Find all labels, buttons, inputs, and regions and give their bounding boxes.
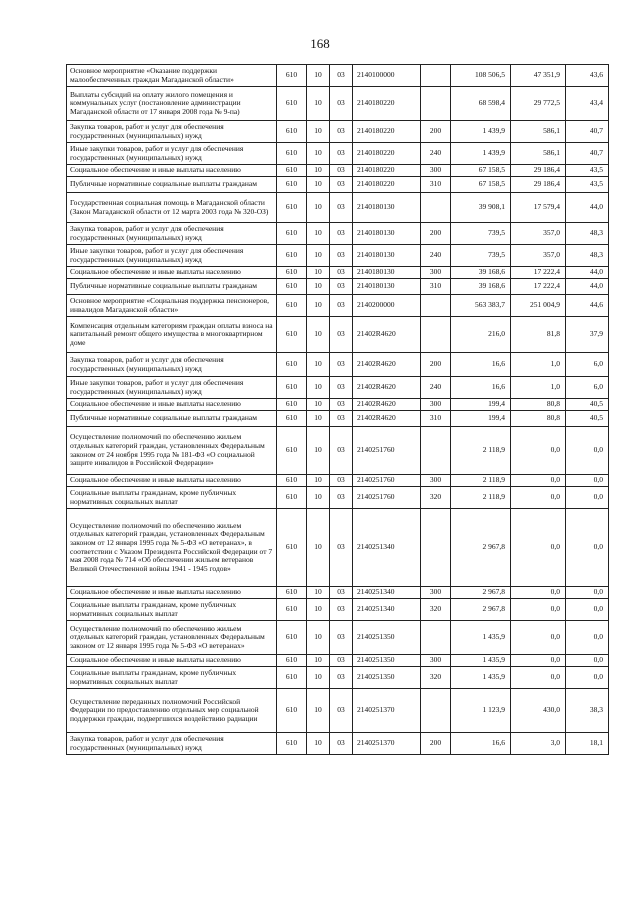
cell-percent: 37,9 xyxy=(566,317,609,353)
cell-percent: 18,1 xyxy=(566,733,609,755)
table-row xyxy=(67,223,609,245)
cell-percent: 38,3 xyxy=(566,689,609,733)
cell-planned-amount: 67 158,5 xyxy=(451,177,511,193)
cell-target-article: 2140180130 xyxy=(353,193,421,223)
cell-percent: 44,0 xyxy=(566,193,609,223)
table-row xyxy=(67,279,609,295)
cell-subsection: 03 xyxy=(330,621,353,655)
page-number: 168 xyxy=(310,36,330,51)
cell-expense-type: 320 xyxy=(421,667,451,689)
cell-subsection: 03 xyxy=(330,121,353,143)
cell-planned-amount: 2 118,9 xyxy=(451,427,511,475)
cell-planned-amount: 108 506,5 xyxy=(451,65,511,87)
cell-description: Социальные выплаты гражданам, кроме публичных нормативных социальных выплат xyxy=(67,667,277,689)
cell-planned-amount: 2 118,9 xyxy=(451,475,511,487)
cell-actual-amount: 29 186,4 xyxy=(511,177,566,193)
cell-planned-amount: 16,6 xyxy=(451,377,511,399)
table-row xyxy=(67,667,609,689)
cell-expense-type: 320 xyxy=(421,487,451,509)
cell-subsection: 03 xyxy=(330,165,353,177)
cell-actual-amount: 0,0 xyxy=(511,475,566,487)
cell-target-article: 2140251350 xyxy=(353,667,421,689)
cell-expense-type: 310 xyxy=(421,177,451,193)
table-row xyxy=(67,193,609,223)
cell-ministry-code: 610 xyxy=(277,655,307,667)
cell-description: Публичные нормативные социальные выплаты гражданам xyxy=(67,279,277,295)
cell-ministry-code: 610 xyxy=(277,411,307,427)
cell-subsection: 03 xyxy=(330,689,353,733)
cell-percent: 0,0 xyxy=(566,621,609,655)
budget-table-body xyxy=(67,65,609,755)
cell-expense-type xyxy=(421,689,451,733)
cell-actual-amount: 0,0 xyxy=(511,427,566,475)
cell-section: 10 xyxy=(307,193,330,223)
table-row xyxy=(67,733,609,755)
table-row xyxy=(67,509,609,587)
cell-section: 10 xyxy=(307,65,330,87)
cell-subsection: 03 xyxy=(330,87,353,121)
cell-subsection: 03 xyxy=(330,267,353,279)
cell-section: 10 xyxy=(307,399,330,411)
cell-subsection: 03 xyxy=(330,65,353,87)
cell-actual-amount: 0,0 xyxy=(511,655,566,667)
table-row xyxy=(67,399,609,411)
cell-expense-type xyxy=(421,317,451,353)
cell-ministry-code: 610 xyxy=(277,223,307,245)
cell-expense-type: 200 xyxy=(421,733,451,755)
cell-description: Осуществление полномочий по обеспечению жильем отдельных категорий граждан, установленных Федеральным законом от 12 января 1995 года № 5-ФЗ «О ветеранах» xyxy=(67,621,277,655)
cell-planned-amount: 2 967,8 xyxy=(451,509,511,587)
cell-percent: 40,7 xyxy=(566,121,609,143)
cell-actual-amount: 0,0 xyxy=(511,621,566,655)
cell-actual-amount: 586,1 xyxy=(511,143,566,165)
cell-expense-type: 200 xyxy=(421,121,451,143)
cell-target-article: 2140180130 xyxy=(353,279,421,295)
cell-description: Иные закупки товаров, работ и услуг для обеспечения государственных (муниципальных) нужд xyxy=(67,377,277,399)
cell-section: 10 xyxy=(307,587,330,599)
table-row xyxy=(67,245,609,267)
cell-subsection: 03 xyxy=(330,399,353,411)
cell-ministry-code: 610 xyxy=(277,621,307,655)
cell-target-article: 2140180130 xyxy=(353,223,421,245)
cell-planned-amount: 1 435,9 xyxy=(451,667,511,689)
cell-expense-type: 300 xyxy=(421,655,451,667)
cell-target-article: 21402R4620 xyxy=(353,399,421,411)
cell-section: 10 xyxy=(307,621,330,655)
cell-subsection: 03 xyxy=(330,295,353,317)
table-row xyxy=(67,267,609,279)
cell-section: 10 xyxy=(307,487,330,509)
cell-target-article: 2140251760 xyxy=(353,475,421,487)
cell-ministry-code: 610 xyxy=(277,353,307,377)
cell-section: 10 xyxy=(307,427,330,475)
cell-percent: 40,5 xyxy=(566,399,609,411)
cell-planned-amount: 68 598,4 xyxy=(451,87,511,121)
cell-target-article: 2140251350 xyxy=(353,621,421,655)
cell-expense-type: 240 xyxy=(421,377,451,399)
cell-description: Осуществление полномочий по обеспечению жильем отдельных категорий граждан, установленных Федеральным законом от 24 ноября 1995 года № 181-ФЗ «О социальной защите инвалидов в Российской Федерации» xyxy=(67,427,277,475)
cell-section: 10 xyxy=(307,267,330,279)
cell-target-article: 2140180220 xyxy=(353,87,421,121)
cell-expense-type: 240 xyxy=(421,143,451,165)
cell-subsection: 03 xyxy=(330,509,353,587)
cell-expense-type: 300 xyxy=(421,399,451,411)
cell-ministry-code: 610 xyxy=(277,317,307,353)
cell-expense-type: 300 xyxy=(421,475,451,487)
cell-ministry-code: 610 xyxy=(277,245,307,267)
cell-actual-amount: 81,8 xyxy=(511,317,566,353)
cell-percent: 43,4 xyxy=(566,87,609,121)
cell-planned-amount: 39 168,6 xyxy=(451,279,511,295)
cell-planned-amount: 739,5 xyxy=(451,223,511,245)
cell-percent: 0,0 xyxy=(566,667,609,689)
cell-section: 10 xyxy=(307,177,330,193)
cell-section: 10 xyxy=(307,733,330,755)
cell-planned-amount: 199,4 xyxy=(451,411,511,427)
cell-target-article: 2140251340 xyxy=(353,509,421,587)
cell-percent: 48,3 xyxy=(566,245,609,267)
table-row xyxy=(67,353,609,377)
cell-subsection: 03 xyxy=(330,667,353,689)
cell-actual-amount: 357,0 xyxy=(511,245,566,267)
cell-subsection: 03 xyxy=(330,223,353,245)
cell-subsection: 03 xyxy=(330,487,353,509)
table-row xyxy=(67,377,609,399)
cell-planned-amount: 1 439,9 xyxy=(451,143,511,165)
table-row xyxy=(67,87,609,121)
cell-actual-amount: 3,0 xyxy=(511,733,566,755)
cell-description: Социальные выплаты гражданам, кроме публичных нормативных социальных выплат xyxy=(67,599,277,621)
table-row xyxy=(67,143,609,165)
cell-actual-amount: 0,0 xyxy=(511,509,566,587)
cell-planned-amount: 739,5 xyxy=(451,245,511,267)
cell-percent: 48,3 xyxy=(566,223,609,245)
table-row xyxy=(67,177,609,193)
cell-description: Социальное обеспечение и иные выплаты населению xyxy=(67,165,277,177)
cell-subsection: 03 xyxy=(330,733,353,755)
cell-section: 10 xyxy=(307,377,330,399)
cell-ministry-code: 610 xyxy=(277,733,307,755)
cell-actual-amount: 1,0 xyxy=(511,377,566,399)
cell-planned-amount: 1 435,9 xyxy=(451,621,511,655)
cell-description: Закупка товаров, работ и услуг для обеспечения государственных (муниципальных) нужд xyxy=(67,733,277,755)
cell-planned-amount: 1 123,9 xyxy=(451,689,511,733)
cell-subsection: 03 xyxy=(330,143,353,165)
cell-actual-amount: 80,8 xyxy=(511,399,566,411)
cell-description: Государственная социальная помощь в Магаданской области (Закон Магаданской области от 12 марта 2003 года № 320-ОЗ) xyxy=(67,193,277,223)
cell-target-article: 2140251340 xyxy=(353,587,421,599)
cell-description: Публичные нормативные социальные выплаты гражданам xyxy=(67,411,277,427)
cell-section: 10 xyxy=(307,143,330,165)
table-row xyxy=(67,121,609,143)
cell-actual-amount: 0,0 xyxy=(511,599,566,621)
cell-percent: 44,0 xyxy=(566,267,609,279)
cell-description: Основное мероприятие «Оказание поддержки малообеспеченных граждан Магаданской области» xyxy=(67,65,277,87)
cell-expense-type: 310 xyxy=(421,279,451,295)
cell-section: 10 xyxy=(307,599,330,621)
cell-target-article: 21402R4620 xyxy=(353,377,421,399)
cell-section: 10 xyxy=(307,667,330,689)
cell-ministry-code: 610 xyxy=(277,689,307,733)
cell-description: Публичные нормативные социальные выплаты гражданам xyxy=(67,177,277,193)
cell-expense-type: 240 xyxy=(421,245,451,267)
cell-actual-amount: 0,0 xyxy=(511,667,566,689)
cell-section: 10 xyxy=(307,295,330,317)
cell-planned-amount: 2 967,8 xyxy=(451,599,511,621)
table-row xyxy=(67,475,609,487)
cell-ministry-code: 610 xyxy=(277,487,307,509)
cell-target-article: 2140180220 xyxy=(353,165,421,177)
cell-subsection: 03 xyxy=(330,655,353,667)
cell-subsection: 03 xyxy=(330,427,353,475)
cell-target-article: 21402R4620 xyxy=(353,353,421,377)
cell-section: 10 xyxy=(307,87,330,121)
table-row xyxy=(67,427,609,475)
cell-percent: 0,0 xyxy=(566,475,609,487)
cell-section: 10 xyxy=(307,353,330,377)
cell-actual-amount: 1,0 xyxy=(511,353,566,377)
cell-planned-amount: 563 383,7 xyxy=(451,295,511,317)
table-row xyxy=(67,411,609,427)
cell-planned-amount: 67 158,5 xyxy=(451,165,511,177)
cell-percent: 0,0 xyxy=(566,509,609,587)
cell-description: Социальное обеспечение и иные выплаты населению xyxy=(67,267,277,279)
cell-percent: 44,0 xyxy=(566,279,609,295)
cell-percent: 43,5 xyxy=(566,177,609,193)
cell-target-article: 2140180220 xyxy=(353,143,421,165)
cell-ministry-code: 610 xyxy=(277,399,307,411)
cell-subsection: 03 xyxy=(330,587,353,599)
cell-ministry-code: 610 xyxy=(277,587,307,599)
cell-planned-amount: 1 439,9 xyxy=(451,121,511,143)
cell-planned-amount: 2 967,8 xyxy=(451,587,511,599)
cell-actual-amount: 586,1 xyxy=(511,121,566,143)
table-row xyxy=(67,65,609,87)
cell-subsection: 03 xyxy=(330,411,353,427)
cell-planned-amount: 2 118,9 xyxy=(451,487,511,509)
cell-actual-amount: 17 579,4 xyxy=(511,193,566,223)
cell-section: 10 xyxy=(307,411,330,427)
cell-description: Социальное обеспечение и иные выплаты населению xyxy=(67,655,277,667)
cell-target-article: 2140100000 xyxy=(353,65,421,87)
cell-ministry-code: 610 xyxy=(277,427,307,475)
cell-description: Закупка товаров, работ и услуг для обеспечения государственных (муниципальных) нужд xyxy=(67,223,277,245)
table-row xyxy=(67,689,609,733)
cell-ministry-code: 610 xyxy=(277,279,307,295)
cell-section: 10 xyxy=(307,509,330,587)
cell-target-article: 2140251340 xyxy=(353,599,421,621)
cell-description: Социальное обеспечение и иные выплаты населению xyxy=(67,587,277,599)
cell-percent: 43,5 xyxy=(566,165,609,177)
cell-expense-type xyxy=(421,509,451,587)
cell-expense-type: 300 xyxy=(421,165,451,177)
cell-planned-amount: 16,6 xyxy=(451,353,511,377)
table-row xyxy=(67,621,609,655)
cell-expense-type xyxy=(421,65,451,87)
cell-expense-type: 300 xyxy=(421,587,451,599)
cell-target-article: 2140180130 xyxy=(353,267,421,279)
cell-ministry-code: 610 xyxy=(277,295,307,317)
cell-planned-amount: 1 435,9 xyxy=(451,655,511,667)
cell-ministry-code: 610 xyxy=(277,267,307,279)
cell-actual-amount: 0,0 xyxy=(511,487,566,509)
cell-actual-amount: 357,0 xyxy=(511,223,566,245)
cell-subsection: 03 xyxy=(330,177,353,193)
cell-percent: 0,0 xyxy=(566,587,609,599)
cell-ministry-code: 610 xyxy=(277,509,307,587)
cell-description: Осуществление переданных полномочий Российской Федерации по предоставлению отдельных мер социальной поддержки граждан, подвергшихся воздействию радиации xyxy=(67,689,277,733)
cell-planned-amount: 199,4 xyxy=(451,399,511,411)
cell-section: 10 xyxy=(307,223,330,245)
cell-subsection: 03 xyxy=(330,193,353,223)
cell-description: Иные закупки товаров, работ и услуг для обеспечения государственных (муниципальных) нужд xyxy=(67,143,277,165)
table-row xyxy=(67,587,609,599)
cell-planned-amount: 216,0 xyxy=(451,317,511,353)
cell-target-article: 2140200000 xyxy=(353,295,421,317)
cell-subsection: 03 xyxy=(330,353,353,377)
cell-subsection: 03 xyxy=(330,245,353,267)
cell-subsection: 03 xyxy=(330,475,353,487)
table-row xyxy=(67,655,609,667)
cell-actual-amount: 430,0 xyxy=(511,689,566,733)
cell-target-article: 2140251760 xyxy=(353,487,421,509)
cell-percent: 40,5 xyxy=(566,411,609,427)
cell-description: Осуществление полномочий по обеспечению жильем отдельных категорий граждан, установленных Федеральным законом от 12 января 1995 года № 5-ФЗ «О ветеранах», в соответствии с Указом Президента Российской Федерации от 7 мая 2008 года № 714 «Об обеспечении жильем ветеранов Великой Отечественной войны 1941 - 1945 годов» xyxy=(67,509,277,587)
cell-description: Закупка товаров, работ и услуг для обеспечения государственных (муниципальных) нужд xyxy=(67,121,277,143)
budget-table xyxy=(66,64,609,755)
table-row xyxy=(67,295,609,317)
cell-target-article: 21402R4620 xyxy=(353,317,421,353)
cell-target-article: 2140180130 xyxy=(353,245,421,267)
cell-target-article: 2140251350 xyxy=(353,655,421,667)
cell-actual-amount: 29 772,5 xyxy=(511,87,566,121)
cell-percent: 40,7 xyxy=(566,143,609,165)
cell-subsection: 03 xyxy=(330,317,353,353)
cell-ministry-code: 610 xyxy=(277,177,307,193)
cell-section: 10 xyxy=(307,655,330,667)
cell-description: Социальное обеспечение и иные выплаты населению xyxy=(67,399,277,411)
cell-expense-type: 300 xyxy=(421,267,451,279)
cell-section: 10 xyxy=(307,165,330,177)
cell-ministry-code: 610 xyxy=(277,475,307,487)
cell-expense-type: 200 xyxy=(421,223,451,245)
cell-expense-type xyxy=(421,295,451,317)
table-row xyxy=(67,599,609,621)
cell-target-article: 2140251760 xyxy=(353,427,421,475)
cell-percent: 0,0 xyxy=(566,599,609,621)
cell-ministry-code: 610 xyxy=(277,377,307,399)
cell-section: 10 xyxy=(307,279,330,295)
cell-ministry-code: 610 xyxy=(277,193,307,223)
cell-section: 10 xyxy=(307,475,330,487)
cell-description: Закупка товаров, работ и услуг для обеспечения государственных (муниципальных) нужд xyxy=(67,353,277,377)
cell-planned-amount: 16,6 xyxy=(451,733,511,755)
cell-actual-amount: 0,0 xyxy=(511,587,566,599)
cell-actual-amount: 17 222,4 xyxy=(511,267,566,279)
cell-target-article: 2140251370 xyxy=(353,733,421,755)
cell-expense-type xyxy=(421,427,451,475)
cell-section: 10 xyxy=(307,245,330,267)
cell-ministry-code: 610 xyxy=(277,165,307,177)
cell-planned-amount: 39 908,1 xyxy=(451,193,511,223)
cell-subsection: 03 xyxy=(330,599,353,621)
cell-percent: 6,0 xyxy=(566,353,609,377)
cell-ministry-code: 610 xyxy=(277,87,307,121)
cell-actual-amount: 47 351,9 xyxy=(511,65,566,87)
cell-actual-amount: 17 222,4 xyxy=(511,279,566,295)
cell-section: 10 xyxy=(307,689,330,733)
cell-target-article: 2140251370 xyxy=(353,689,421,733)
cell-actual-amount: 29 186,4 xyxy=(511,165,566,177)
cell-description: Выплаты субсидий на оплату жилого помещения и коммунальных услуг (постановление администрации Магаданской области от 17 января 2008 года № 9-па) xyxy=(67,87,277,121)
cell-ministry-code: 610 xyxy=(277,121,307,143)
cell-section: 10 xyxy=(307,317,330,353)
cell-expense-type: 200 xyxy=(421,353,451,377)
cell-expense-type xyxy=(421,621,451,655)
cell-description: Иные закупки товаров, работ и услуг для обеспечения государственных (муниципальных) нужд xyxy=(67,245,277,267)
cell-ministry-code: 610 xyxy=(277,65,307,87)
table-row xyxy=(67,487,609,509)
cell-ministry-code: 610 xyxy=(277,599,307,621)
cell-ministry-code: 610 xyxy=(277,667,307,689)
cell-percent: 0,0 xyxy=(566,655,609,667)
cell-percent: 6,0 xyxy=(566,377,609,399)
cell-section: 10 xyxy=(307,121,330,143)
table-row xyxy=(67,317,609,353)
cell-percent: 43,6 xyxy=(566,65,609,87)
cell-description: Социальное обеспечение и иные выплаты населению xyxy=(67,475,277,487)
cell-expense-type xyxy=(421,87,451,121)
table-row xyxy=(67,165,609,177)
cell-description: Основное мероприятие «Социальная поддержка пенсионеров, инвалидов Магаданской области» xyxy=(67,295,277,317)
cell-subsection: 03 xyxy=(330,377,353,399)
cell-actual-amount: 80,8 xyxy=(511,411,566,427)
cell-actual-amount: 251 004,9 xyxy=(511,295,566,317)
cell-expense-type: 310 xyxy=(421,411,451,427)
cell-target-article: 21402R4620 xyxy=(353,411,421,427)
cell-subsection: 03 xyxy=(330,279,353,295)
cell-percent: 44,6 xyxy=(566,295,609,317)
cell-target-article: 2140180220 xyxy=(353,177,421,193)
cell-target-article: 2140180220 xyxy=(353,121,421,143)
cell-expense-type xyxy=(421,193,451,223)
cell-percent: 0,0 xyxy=(566,427,609,475)
cell-description: Компенсация отдельным категориям граждан оплаты взноса на капитальный ремонт общего имущества в многоквартирном доме xyxy=(67,317,277,353)
cell-expense-type: 320 xyxy=(421,599,451,621)
cell-planned-amount: 39 168,6 xyxy=(451,267,511,279)
cell-ministry-code: 610 xyxy=(277,143,307,165)
cell-description: Социальные выплаты гражданам, кроме публичных нормативных социальных выплат xyxy=(67,487,277,509)
cell-percent: 0,0 xyxy=(566,487,609,509)
